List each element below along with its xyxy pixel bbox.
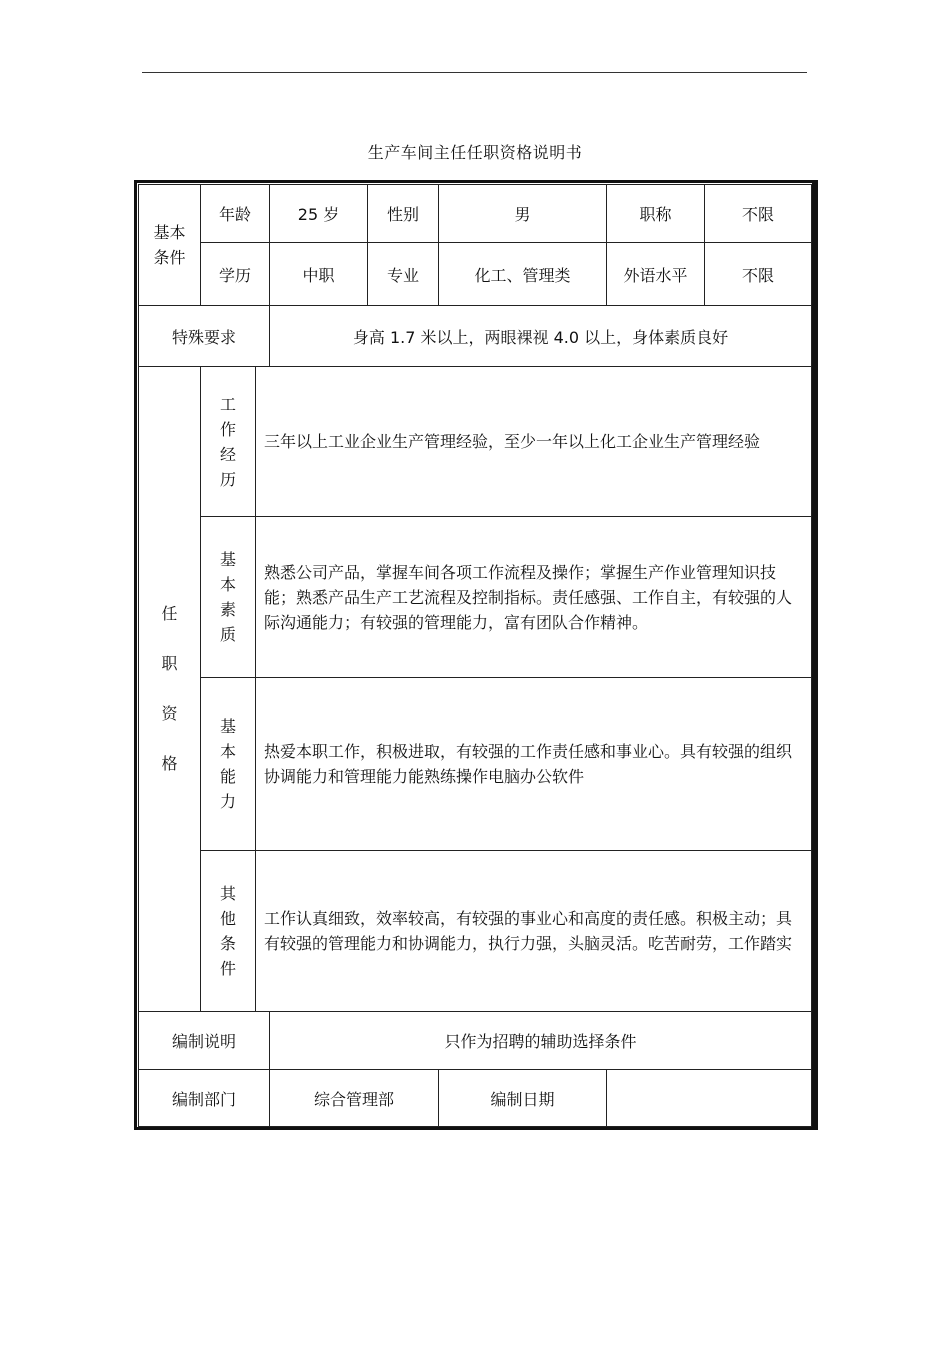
major-value: 化工、管理类 xyxy=(439,243,607,306)
table-row xyxy=(139,185,812,243)
compile-date-value xyxy=(607,1070,812,1127)
work-experience-label: 工 作 经 历 xyxy=(201,367,256,517)
age-value: 25 岁 xyxy=(270,185,368,243)
gender-label: 性别 xyxy=(368,185,439,243)
special-requirements-value: 身高 1.7 米以上，两眼裸视 4.0 以上，身体素质良好 xyxy=(270,306,812,367)
education-value: 中职 xyxy=(270,243,368,306)
language-label: 外语水平 xyxy=(607,243,705,306)
major-label: 专业 xyxy=(368,243,439,306)
qualification-label: 任 职 资 格 xyxy=(139,367,201,1012)
table-row xyxy=(139,1070,812,1127)
gender-value: 男 xyxy=(439,185,607,243)
compile-date-label: 编制日期 xyxy=(439,1070,607,1127)
compile-note-value: 只作为招聘的辅助选择条件 xyxy=(270,1012,812,1070)
table-row xyxy=(139,1012,812,1070)
language-value: 不限 xyxy=(705,243,812,306)
basic-ability-text: 热爱本职工作，积极进取，有较强的工作责任感和事业心。具有较强的组织协调能力和管理能力能熟练操作电脑办公软件 xyxy=(256,678,812,851)
job-title-value: 不限 xyxy=(705,185,812,243)
age-label: 年龄 xyxy=(201,185,270,243)
header-rule xyxy=(142,72,807,73)
page-title: 生产车间主任任职资格说明书 xyxy=(367,143,583,162)
basic-quality-label: 基 本 素 质 xyxy=(201,517,256,678)
table-row xyxy=(139,851,812,1012)
special-requirements-label: 特殊要求 xyxy=(139,306,270,367)
other-conditions-text: 工作认真细致，效率较高，有较强的事业心和高度的责任感。积极主动；具有较强的管理能力和协调能力，执行力强，头脑灵活。吃苦耐劳，工作踏实 xyxy=(256,851,812,1012)
compile-dept-label: 编制部门 xyxy=(139,1070,270,1127)
compile-dept-value: 综合管理部 xyxy=(270,1070,439,1127)
basic-ability-label: 基 本 能 力 xyxy=(201,678,256,851)
education-label: 学历 xyxy=(201,243,270,306)
table-row xyxy=(139,367,812,517)
work-experience-text: 三年以上工业企业生产管理经验，至少一年以上化工企业生产管理经验 xyxy=(256,367,812,517)
basic-quality-text: 熟悉公司产品，掌握车间各项工作流程及操作；掌握生产作业管理知识技能；熟悉产品生产工艺流程及控制指标。责任感强、工作自主，有较强的人际沟通能力；有较强的管理能力，富有团队合作精神。 xyxy=(256,517,812,678)
table-row xyxy=(139,517,812,678)
table-row xyxy=(139,243,812,306)
qualification-table xyxy=(138,184,812,1127)
compile-note-label: 编制说明 xyxy=(139,1012,270,1070)
table-row xyxy=(139,306,812,367)
job-title-label: 职称 xyxy=(607,185,705,243)
basic-conditions-label: 基本 条件 xyxy=(139,185,201,306)
other-conditions-label: 其 他 条 件 xyxy=(201,851,256,1012)
table-row xyxy=(139,678,812,851)
